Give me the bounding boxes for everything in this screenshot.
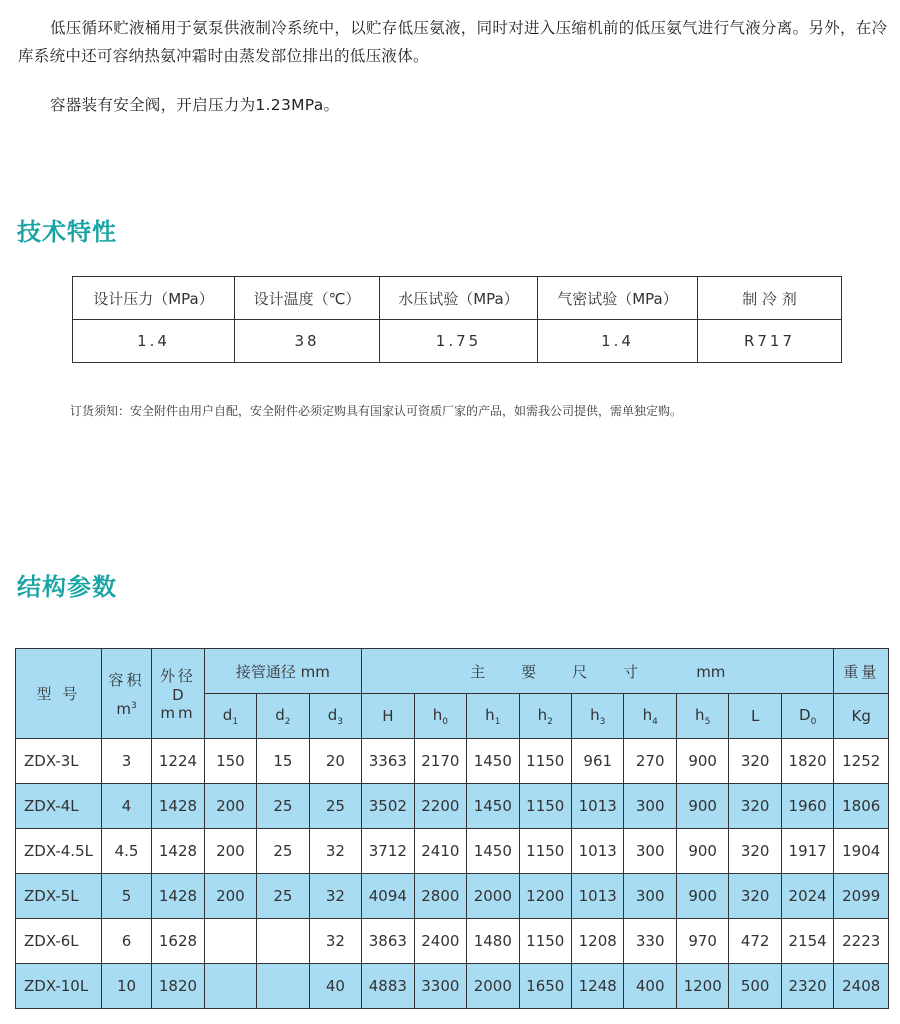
header-pipe-diameter: 接管通径 mm xyxy=(204,649,361,694)
cell-d3: 32 xyxy=(309,874,362,919)
header-h3: $h_3$ xyxy=(572,694,624,739)
cell-h2: 1150 xyxy=(519,829,571,874)
cell-D0: 1820 xyxy=(781,739,834,784)
spec-header-design-temperature: 设计温度（℃） xyxy=(235,277,380,320)
cell-h4: 300 xyxy=(624,874,676,919)
cell-model: ZDX-5L xyxy=(16,874,102,919)
header-weight-unit: Kg xyxy=(834,694,889,739)
spec-value-design-pressure: 1.4 xyxy=(73,320,235,363)
header-weight: 重量 xyxy=(834,649,889,694)
cell-h5: 900 xyxy=(676,739,728,784)
cell-H: 3363 xyxy=(362,739,414,784)
cell-h4: 400 xyxy=(624,964,676,1009)
tech-section-title: 技术特性 xyxy=(17,218,117,246)
cell-h1: 1480 xyxy=(467,919,519,964)
cell-model: ZDX-10L xyxy=(16,964,102,1009)
cell-d1 xyxy=(204,964,256,1009)
spec-value-design-temperature: 38 xyxy=(235,320,380,363)
cell-d1: 150 xyxy=(204,739,256,784)
cell-volume: 5 xyxy=(101,874,151,919)
cell-d1: 200 xyxy=(204,874,256,919)
cell-D0: 2320 xyxy=(781,964,834,1009)
cell-L: 320 xyxy=(729,829,781,874)
cell-H: 3502 xyxy=(362,784,414,829)
cell-h0: 2410 xyxy=(414,829,466,874)
cell-diameter: 1428 xyxy=(152,784,204,829)
cell-h3: 1248 xyxy=(572,964,624,1009)
struct-section-title: 结构参数 xyxy=(17,573,117,601)
order-note: 订货须知：安全附件由用户自配，安全附件必须定购具有国家认可资质厂家的产品，如需我公司提供，需单独定购。 xyxy=(70,404,683,418)
cell-d2: 25 xyxy=(257,784,309,829)
header-volume-label: 容积 xyxy=(108,671,145,689)
spec-value-airtight-test: 1.4 xyxy=(538,320,698,363)
cell-weight: 2099 xyxy=(834,874,889,919)
cell-model: ZDX-3L xyxy=(16,739,102,784)
cell-h1: 1450 xyxy=(467,739,519,784)
cell-d1: 200 xyxy=(204,829,256,874)
cell-model: ZDX-6L xyxy=(16,919,102,964)
cell-h5: 970 xyxy=(676,919,728,964)
header-h1: $h_1$ xyxy=(467,694,519,739)
cell-H: 3863 xyxy=(362,919,414,964)
cell-L: 320 xyxy=(729,874,781,919)
cell-h3: 1013 xyxy=(572,829,624,874)
cell-d3: 32 xyxy=(309,919,362,964)
cell-D0: 1917 xyxy=(781,829,834,874)
cell-d2 xyxy=(257,964,309,1009)
cell-h5: 900 xyxy=(676,784,728,829)
cell-h0: 2400 xyxy=(414,919,466,964)
cell-d2: 15 xyxy=(257,739,309,784)
cell-volume: 4.5 xyxy=(101,829,151,874)
cell-h1: 1450 xyxy=(467,829,519,874)
cell-h4: 270 xyxy=(624,739,676,784)
cell-d1 xyxy=(204,919,256,964)
table-row xyxy=(16,919,889,964)
cell-h2: 1650 xyxy=(519,964,571,1009)
cell-model: ZDX-4.5L xyxy=(16,829,102,874)
spec-header-design-pressure: 设计压力（MPa） xyxy=(73,277,235,320)
header-model: 型 号 xyxy=(16,649,102,739)
cell-d3: 32 xyxy=(309,829,362,874)
header-d1: $d_1$ xyxy=(204,694,256,739)
header-main-dimensions: 主 要 尺 寸 mm xyxy=(362,649,834,694)
cell-diameter: 1224 xyxy=(152,739,204,784)
cell-h5: 900 xyxy=(676,829,728,874)
cell-d3: 20 xyxy=(309,739,362,784)
table-row xyxy=(16,739,889,784)
cell-L: 320 xyxy=(729,784,781,829)
cell-h2: 1200 xyxy=(519,874,571,919)
cell-h2: 1150 xyxy=(519,739,571,784)
cell-h0: 3300 xyxy=(414,964,466,1009)
header-h4: $h_4$ xyxy=(624,694,676,739)
cell-h2: 1150 xyxy=(519,919,571,964)
tech-spec-table xyxy=(72,276,842,363)
cell-H: 3712 xyxy=(362,829,414,874)
cell-h0: 2800 xyxy=(414,874,466,919)
intro-paragraph-2: 容器装有安全阀，开启压力为1.23MPa。 xyxy=(50,96,340,114)
cell-h3: 961 xyxy=(572,739,624,784)
cell-weight: 2408 xyxy=(834,964,889,1009)
intro-paragraph-1: 低压循环贮液桶用于氨泵供液制冷系统中，以贮存低压氨液，同时对进入压缩机前的低压氨气进行气液分离。另外，在冷库系统中还可容纳热氨冲霜时由蒸发部位排出的低压液体。 xyxy=(18,19,888,65)
header-D0: $D_0$ xyxy=(781,694,834,739)
cell-h1: 2000 xyxy=(467,964,519,1009)
cell-h2: 1150 xyxy=(519,784,571,829)
header-d2: $d_2$ xyxy=(257,694,309,739)
header-L: L xyxy=(729,694,781,739)
cell-h3: 1013 xyxy=(572,784,624,829)
cell-d1: 200 xyxy=(204,784,256,829)
header-H: H xyxy=(362,694,414,739)
cell-model: ZDX-4L xyxy=(16,784,102,829)
cell-L: 500 xyxy=(729,964,781,1009)
cell-L: 320 xyxy=(729,739,781,784)
cell-L: 472 xyxy=(729,919,781,964)
cell-h4: 300 xyxy=(624,784,676,829)
cell-volume: 3 xyxy=(101,739,151,784)
table-row xyxy=(16,829,889,874)
cell-H: 4094 xyxy=(362,874,414,919)
header-diameter-symbol: D xyxy=(172,686,184,704)
cell-d3: 25 xyxy=(309,784,362,829)
header-diameter xyxy=(152,649,204,739)
cell-diameter: 1820 xyxy=(152,964,204,1009)
cell-volume: 4 xyxy=(101,784,151,829)
cell-D0: 2154 xyxy=(781,919,834,964)
header-h5: $h_5$ xyxy=(676,694,728,739)
header-d3: $d_3$ xyxy=(309,694,362,739)
cell-D0: 2024 xyxy=(781,874,834,919)
spec-value-refrigerant: R717 xyxy=(698,320,842,363)
table-row xyxy=(16,964,889,1009)
cell-weight: 2223 xyxy=(834,919,889,964)
header-h2: $h_2$ xyxy=(519,694,571,739)
cell-h0: 2200 xyxy=(414,784,466,829)
cell-h5: 1200 xyxy=(676,964,728,1009)
cell-H: 4883 xyxy=(362,964,414,1009)
cell-h3: 1013 xyxy=(572,874,624,919)
cell-h5: 900 xyxy=(676,874,728,919)
struct-param-table xyxy=(15,648,889,1009)
cell-weight: 1806 xyxy=(834,784,889,829)
cell-d2: 25 xyxy=(257,829,309,874)
cell-diameter: 1428 xyxy=(152,829,204,874)
cell-diameter: 1428 xyxy=(152,874,204,919)
cell-d2 xyxy=(257,919,309,964)
cell-h3: 1208 xyxy=(572,919,624,964)
cell-d3: 40 xyxy=(309,964,362,1009)
cell-h1: 2000 xyxy=(467,874,519,919)
cell-diameter: 1628 xyxy=(152,919,204,964)
header-h0: $h_0$ xyxy=(414,694,466,739)
cell-h1: 1450 xyxy=(467,784,519,829)
cell-weight: 1252 xyxy=(834,739,889,784)
table-row xyxy=(16,784,889,829)
cell-h4: 330 xyxy=(624,919,676,964)
cell-h4: 300 xyxy=(624,829,676,874)
cell-volume: 6 xyxy=(101,919,151,964)
cell-d2: 25 xyxy=(257,874,309,919)
cell-h0: 2170 xyxy=(414,739,466,784)
spec-header-refrigerant: 制 冷 剂 xyxy=(698,277,842,320)
cell-D0: 1960 xyxy=(781,784,834,829)
header-diameter-unit: mm xyxy=(160,704,196,722)
header-diameter-label: 外径 xyxy=(159,667,196,685)
spec-header-airtight-test: 气密试验（MPa） xyxy=(538,277,698,320)
spec-value-hydro-test: 1.75 xyxy=(380,320,538,363)
cell-volume: 10 xyxy=(101,964,151,1009)
header-volume xyxy=(101,649,151,739)
header-volume-unit: $m^3$ xyxy=(116,700,137,718)
table-row xyxy=(16,874,889,919)
spec-header-hydro-test: 水压试验（MPa） xyxy=(380,277,538,320)
cell-weight: 1904 xyxy=(834,829,889,874)
